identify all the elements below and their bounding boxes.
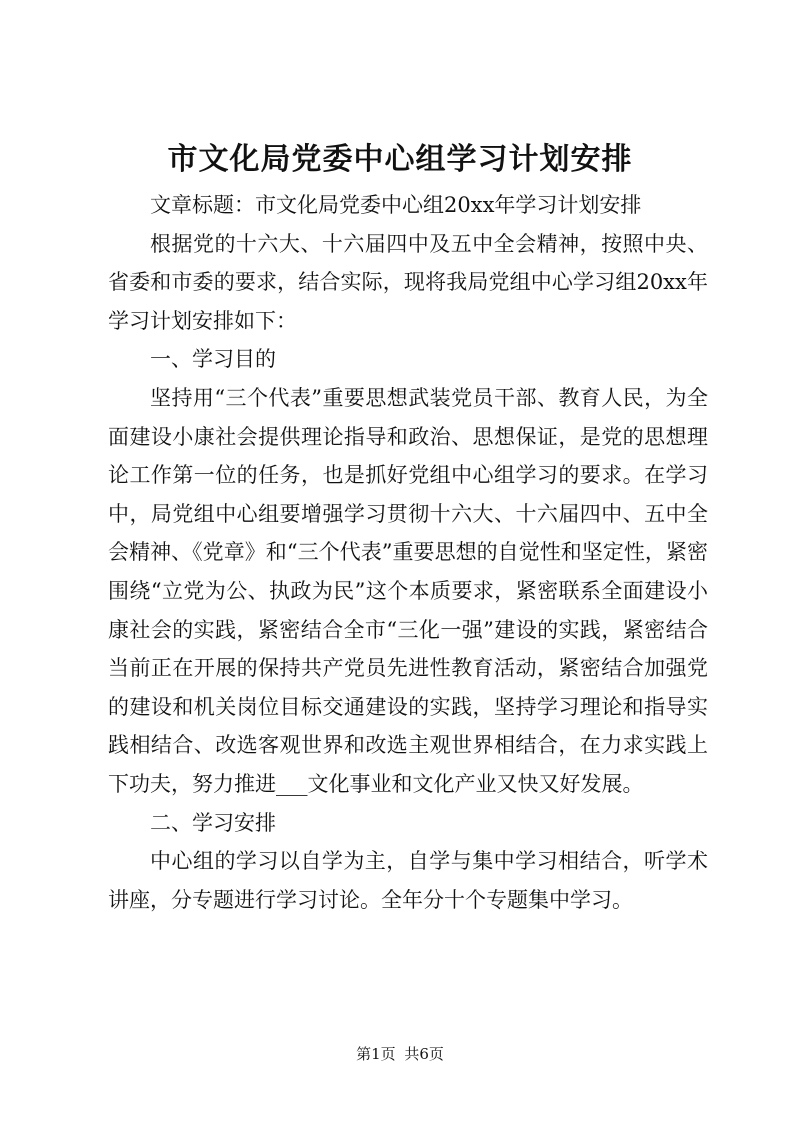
section-heading-arrangement: 二、学习安排	[150, 810, 276, 835]
article-title-line: 文章标题：市文化局党委中心组20xx年学习计划安排	[150, 193, 642, 217]
arrangement-paragraph: 中心组的学习以自学为主，自学与集中学习相结合，听学术讲座，分专题进行学习讨论。全年分十个专题集中学习。	[108, 849, 708, 912]
intro-paragraph: 根据党的十六大、十六届四中及五中全会精神，按照中央、省委和市委的要求，结合实际，现将我局党组中心学习组20xx年学习计划安排如下：	[108, 231, 708, 333]
page-total: 共6页	[404, 1045, 444, 1063]
section-heading-purpose: 一、学习目的	[150, 347, 276, 372]
page-footer	[0, 1044, 800, 1064]
page-number: 第1页	[356, 1045, 396, 1063]
document-title: 市文化局党委中心组学习计划安排	[167, 142, 633, 177]
purpose-paragraph: 坚持用“三个代表”重要思想武装党员干部、教育人民，为全面建设小康社会提供理论指导和政治、思想保证，是党的思想理论工作第一位的任务，也是抓好党组中心组学习的要求。在学习中，局党组中心组要增强学习贯彻十六大、十六届四中、五中全会精神、《党章》和“三个代表”重要思想的自觉性和坚定性，紧密围绕“立党为公、执政为民”这个本质要求，紧密联系全面建设小康社会的实践，紧密结合全市“三化一强”建设的实践，紧密结合当前正在开展的保持共产党员先进性教育活动，紧密结合加强党的建设和机关岗位目标交通建设的实践，坚持学习理论和指导实践相结合、改选客观世界和改选主观世界相结合，在力求实践上下功夫，努力推进___文化事业和文化产业又快又好发展。	[108, 385, 708, 796]
document-body	[108, 186, 708, 919]
